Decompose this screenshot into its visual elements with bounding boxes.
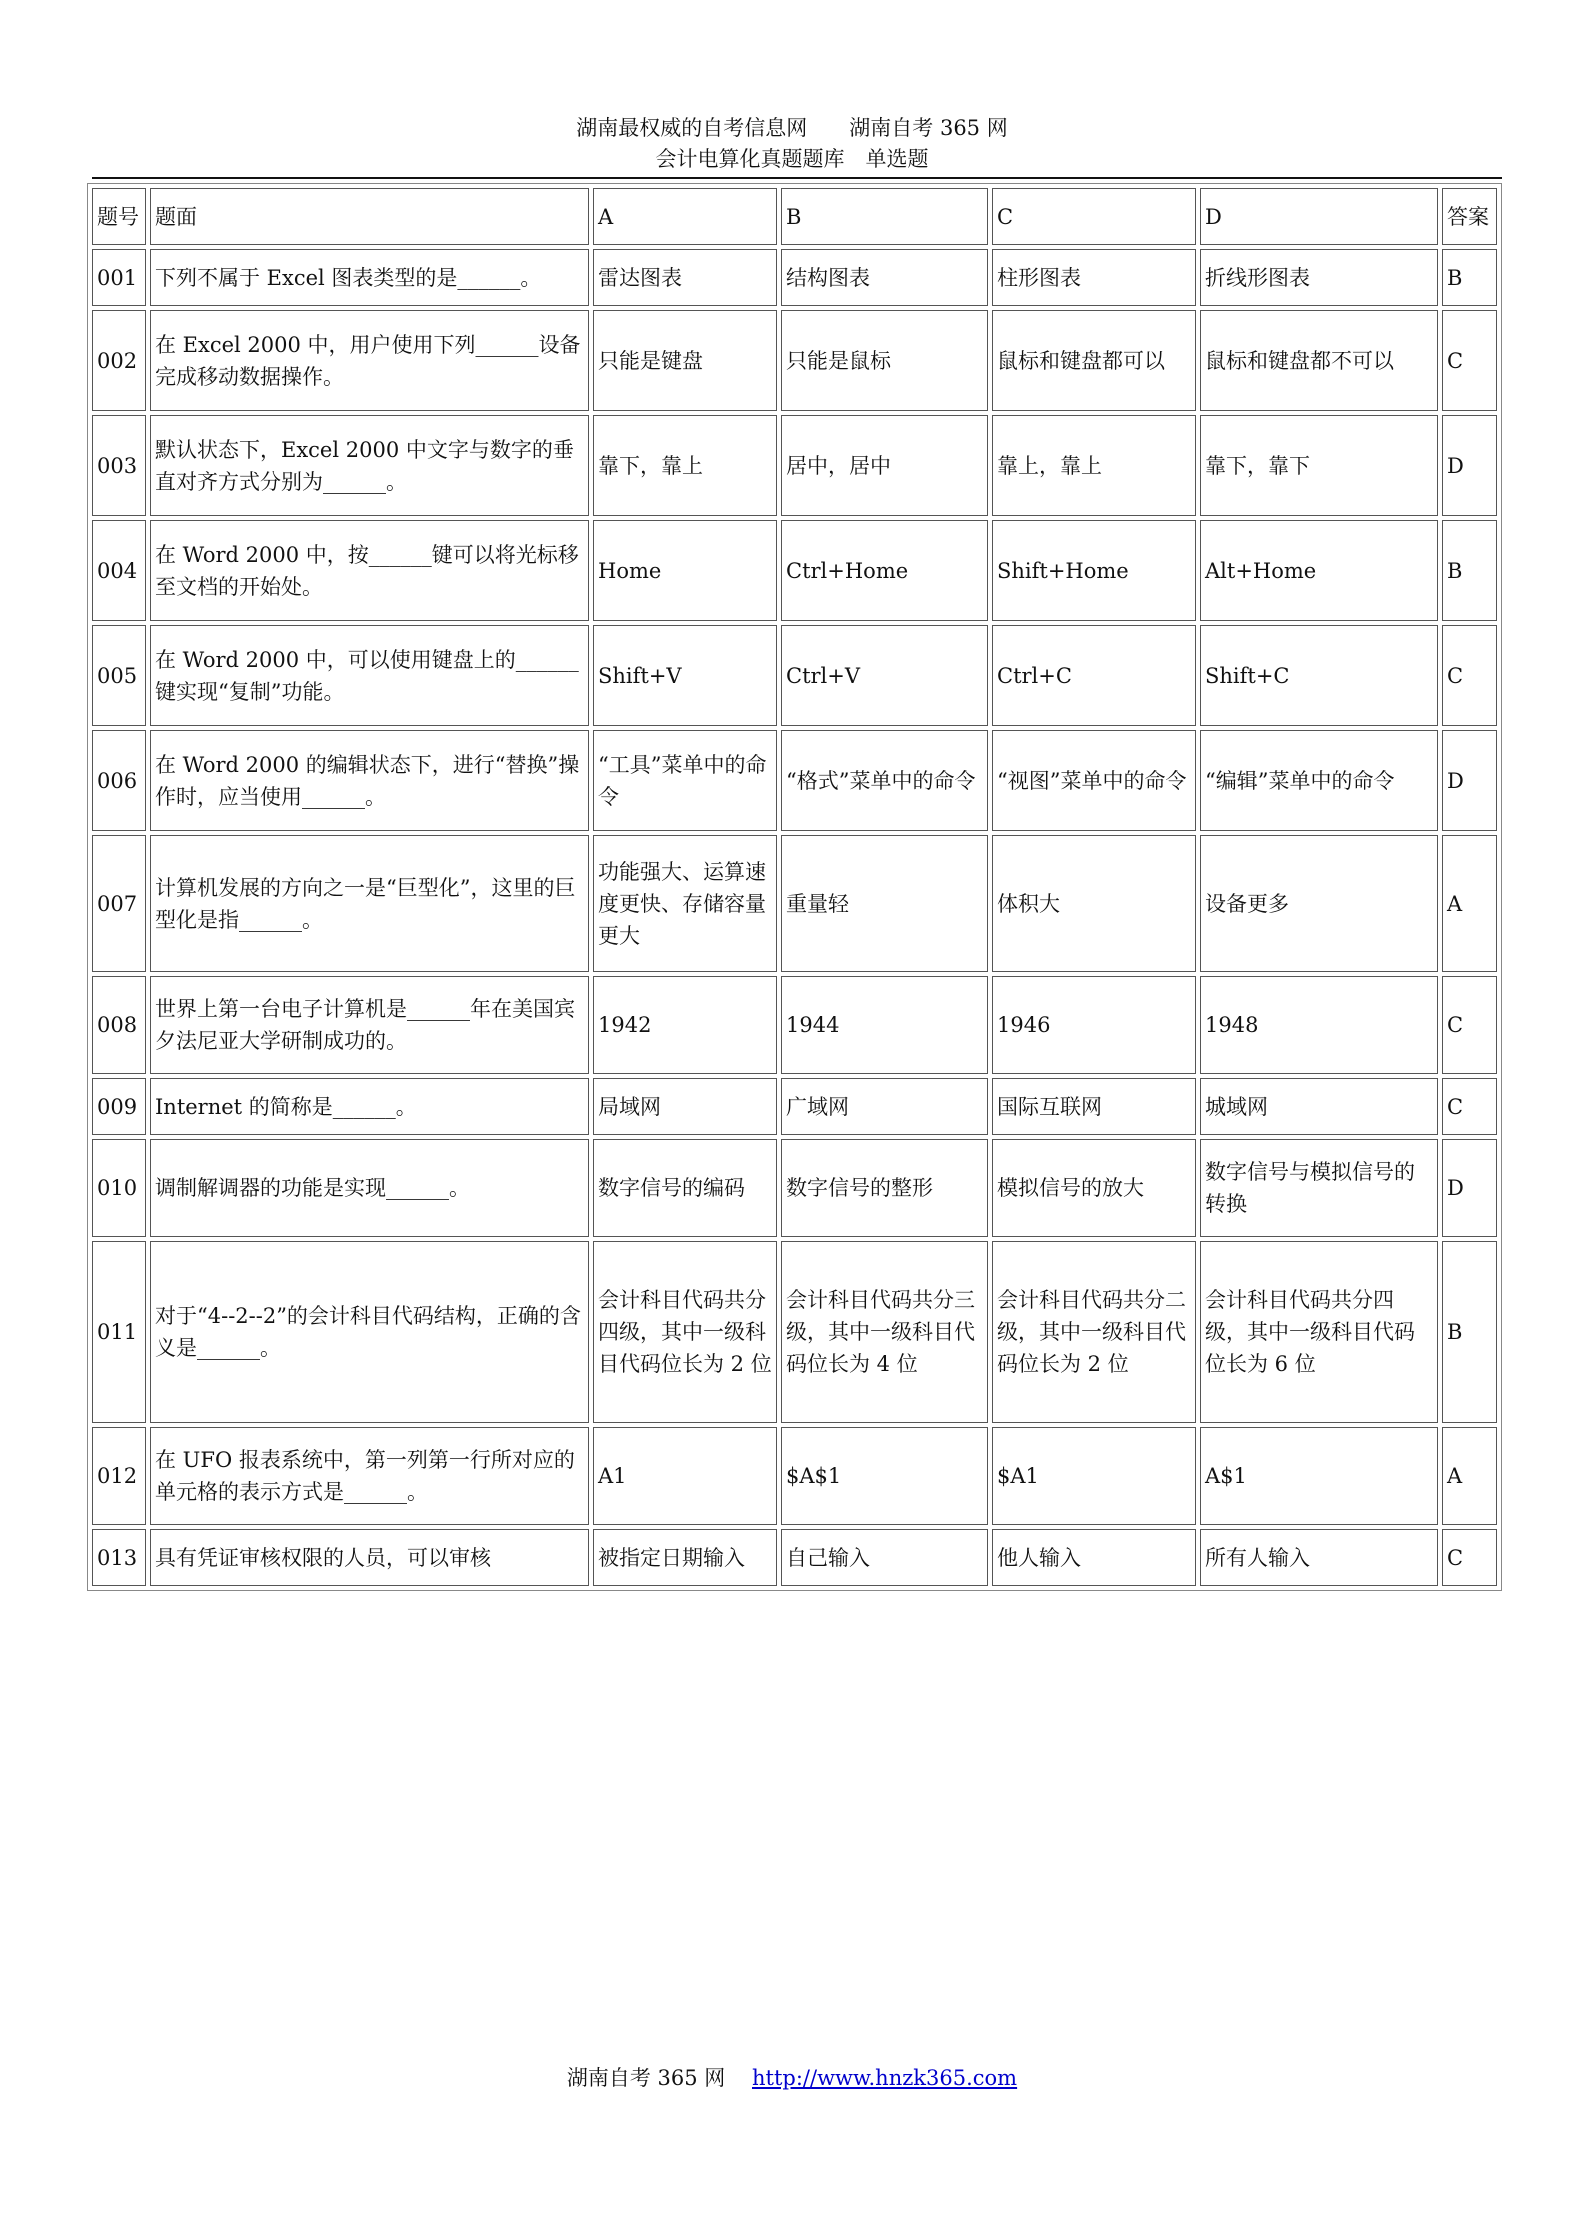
cell-question: 世界上第一台电子计算机是______年在美国宾夕法尼亚大学研制成功的。 bbox=[150, 976, 589, 1074]
cell-id: 008 bbox=[92, 976, 146, 1074]
cell-option-c: 国际互联网 bbox=[992, 1078, 1196, 1135]
cell-question: Internet 的简称是______。 bbox=[150, 1078, 589, 1135]
cell-question: 计算机发展的方向之一是“巨型化”，这里的巨型化是指______。 bbox=[150, 835, 589, 972]
column-header: B bbox=[781, 188, 988, 245]
table-header-row bbox=[92, 188, 1497, 245]
cell-question: 具有凭证审核权限的人员，可以审核 bbox=[150, 1529, 589, 1586]
cell-answer: A bbox=[1442, 835, 1497, 972]
cell-id: 007 bbox=[92, 835, 146, 972]
cell-question: 下列不属于 Excel 图表类型的是______。 bbox=[150, 249, 589, 306]
cell-id: 009 bbox=[92, 1078, 146, 1135]
cell-answer: D bbox=[1442, 730, 1497, 831]
cell-question: 在 Excel 2000 中，用户使用下列______设备完成移动数据操作。 bbox=[150, 310, 589, 411]
cell-option-a: 雷达图表 bbox=[593, 249, 777, 306]
cell-option-d: Alt+Home bbox=[1200, 520, 1438, 621]
cell-answer: D bbox=[1442, 415, 1497, 516]
cell-option-d: 数字信号与模拟信号的转换 bbox=[1200, 1139, 1438, 1237]
cell-answer: D bbox=[1442, 1139, 1497, 1237]
cell-option-c: Shift+Home bbox=[992, 520, 1196, 621]
cell-answer: C bbox=[1442, 625, 1497, 726]
table-row bbox=[92, 310, 1497, 411]
cell-option-d: 靠下，靠下 bbox=[1200, 415, 1438, 516]
cell-option-d: 会计科目代码共分四级，其中一级科目代码位长为 6 位 bbox=[1200, 1241, 1438, 1423]
cell-option-d: “编辑”菜单中的命令 bbox=[1200, 730, 1438, 831]
cell-answer: C bbox=[1442, 310, 1497, 411]
cell-option-b: 结构图表 bbox=[781, 249, 988, 306]
cell-id: 003 bbox=[92, 415, 146, 516]
cell-option-b: 1944 bbox=[781, 976, 988, 1074]
cell-id: 005 bbox=[92, 625, 146, 726]
cell-option-b: 自己输入 bbox=[781, 1529, 988, 1586]
cell-id: 006 bbox=[92, 730, 146, 831]
cell-option-c: 鼠标和键盘都可以 bbox=[992, 310, 1196, 411]
cell-option-a: 局域网 bbox=[593, 1078, 777, 1135]
cell-option-d: 所有人输入 bbox=[1200, 1529, 1438, 1586]
table-row bbox=[92, 520, 1497, 621]
cell-option-b: Ctrl+Home bbox=[781, 520, 988, 621]
cell-id: 002 bbox=[92, 310, 146, 411]
cell-answer: C bbox=[1442, 1529, 1497, 1586]
footer-link[interactable]: http://www.hnzk365.com bbox=[752, 2066, 1018, 2090]
cell-option-a: A1 bbox=[593, 1427, 777, 1525]
cell-option-b: 只能是鼠标 bbox=[781, 310, 988, 411]
column-header: 题号 bbox=[92, 188, 146, 245]
table-row bbox=[92, 1139, 1497, 1237]
cell-option-c: 靠上，靠上 bbox=[992, 415, 1196, 516]
cell-option-a: “工具”菜单中的命令 bbox=[593, 730, 777, 831]
footer-site: 湖南自考 365 网 bbox=[566, 2066, 726, 2090]
cell-question: 在 Word 2000 中，可以使用键盘上的______键实现“复制”功能。 bbox=[150, 625, 589, 726]
cell-option-a: 只能是键盘 bbox=[593, 310, 777, 411]
cell-question: 在 Word 2000 的编辑状态下，进行“替换”操作时，应当使用______。 bbox=[150, 730, 589, 831]
cell-id: 004 bbox=[92, 520, 146, 621]
cell-option-d: A$1 bbox=[1200, 1427, 1438, 1525]
table-row bbox=[92, 1427, 1497, 1525]
cell-option-c: 体积大 bbox=[992, 835, 1196, 972]
column-header: A bbox=[593, 188, 777, 245]
cell-option-d: 折线形图表 bbox=[1200, 249, 1438, 306]
cell-question: 调制解调器的功能是实现______。 bbox=[150, 1139, 589, 1237]
question-table bbox=[87, 183, 1502, 1591]
cell-option-a: 靠下，靠上 bbox=[593, 415, 777, 516]
cell-option-b: Ctrl+V bbox=[781, 625, 988, 726]
cell-answer: B bbox=[1442, 1241, 1497, 1423]
cell-option-c: 他人输入 bbox=[992, 1529, 1196, 1586]
header-rule bbox=[92, 177, 1502, 179]
cell-id: 010 bbox=[92, 1139, 146, 1237]
cell-id: 001 bbox=[92, 249, 146, 306]
cell-option-c: 会计科目代码共分二级，其中一级科目代码位长为 2 位 bbox=[992, 1241, 1196, 1423]
cell-option-c: 1946 bbox=[992, 976, 1196, 1074]
table-row bbox=[92, 415, 1497, 516]
table-row bbox=[92, 730, 1497, 831]
table-row bbox=[92, 249, 1497, 306]
column-header: C bbox=[992, 188, 1196, 245]
cell-option-b: 重量轻 bbox=[781, 835, 988, 972]
cell-answer: A bbox=[1442, 1427, 1497, 1525]
table-row bbox=[92, 835, 1497, 972]
cell-answer: C bbox=[1442, 976, 1497, 1074]
cell-option-b: 居中，居中 bbox=[781, 415, 988, 516]
cell-answer: B bbox=[1442, 520, 1497, 621]
cell-option-a: 被指定日期输入 bbox=[593, 1529, 777, 1586]
table-row bbox=[92, 1241, 1497, 1423]
column-header: 题面 bbox=[150, 188, 589, 245]
cell-option-a: 数字信号的编码 bbox=[593, 1139, 777, 1237]
table-row bbox=[92, 1078, 1497, 1135]
table-row bbox=[92, 625, 1497, 726]
cell-option-c: $A1 bbox=[992, 1427, 1196, 1525]
footer bbox=[0, 2062, 1584, 2092]
cell-question: 在 UFO 报表系统中，第一列第一行所对应的单元格的表示方式是______。 bbox=[150, 1427, 589, 1525]
cell-option-b: $A$1 bbox=[781, 1427, 988, 1525]
cell-option-d: 设备更多 bbox=[1200, 835, 1438, 972]
cell-option-b: “格式”菜单中的命令 bbox=[781, 730, 988, 831]
cell-option-b: 数字信号的整形 bbox=[781, 1139, 988, 1237]
cell-question: 在 Word 2000 中，按______键可以将光标移至文档的开始处。 bbox=[150, 520, 589, 621]
header-subtitle: 会计电算化真题题库 单选题 bbox=[655, 147, 929, 171]
cell-option-d: 城域网 bbox=[1200, 1078, 1438, 1135]
cell-option-a: 会计科目代码共分四级，其中一级科目代码位长为 2 位 bbox=[593, 1241, 777, 1423]
cell-option-a: Home bbox=[593, 520, 777, 621]
cell-option-c: 模拟信号的放大 bbox=[992, 1139, 1196, 1237]
cell-option-c: Ctrl+C bbox=[992, 625, 1196, 726]
cell-id: 012 bbox=[92, 1427, 146, 1525]
cell-id: 011 bbox=[92, 1241, 146, 1423]
cell-option-a: Shift+V bbox=[593, 625, 777, 726]
cell-option-d: 1948 bbox=[1200, 976, 1438, 1074]
cell-option-b: 会计科目代码共分三级，其中一级科目代码位长为 4 位 bbox=[781, 1241, 988, 1423]
cell-answer: B bbox=[1442, 249, 1497, 306]
column-header: 答案 bbox=[1442, 188, 1497, 245]
cell-question: 对于“4--2--2”的会计科目代码结构，正确的含义是______。 bbox=[150, 1241, 589, 1423]
column-header: D bbox=[1200, 188, 1438, 245]
table-row bbox=[92, 976, 1497, 1074]
cell-option-a: 功能强大、运算速度更快、存储容量更大 bbox=[593, 835, 777, 972]
table-row bbox=[92, 1529, 1497, 1586]
cell-option-c: “视图”菜单中的命令 bbox=[992, 730, 1196, 831]
cell-answer: C bbox=[1442, 1078, 1497, 1135]
cell-question: 默认状态下，Excel 2000 中文字与数字的垂直对齐方式分别为______。 bbox=[150, 415, 589, 516]
cell-option-a: 1942 bbox=[593, 976, 777, 1074]
header-title: 湖南最权威的自考信息网 湖南自考 365 网 bbox=[576, 116, 1008, 140]
cell-id: 013 bbox=[92, 1529, 146, 1586]
cell-option-d: 鼠标和键盘都不可以 bbox=[1200, 310, 1438, 411]
cell-option-b: 广域网 bbox=[781, 1078, 988, 1135]
cell-option-c: 柱形图表 bbox=[992, 249, 1196, 306]
cell-option-d: Shift+C bbox=[1200, 625, 1438, 726]
